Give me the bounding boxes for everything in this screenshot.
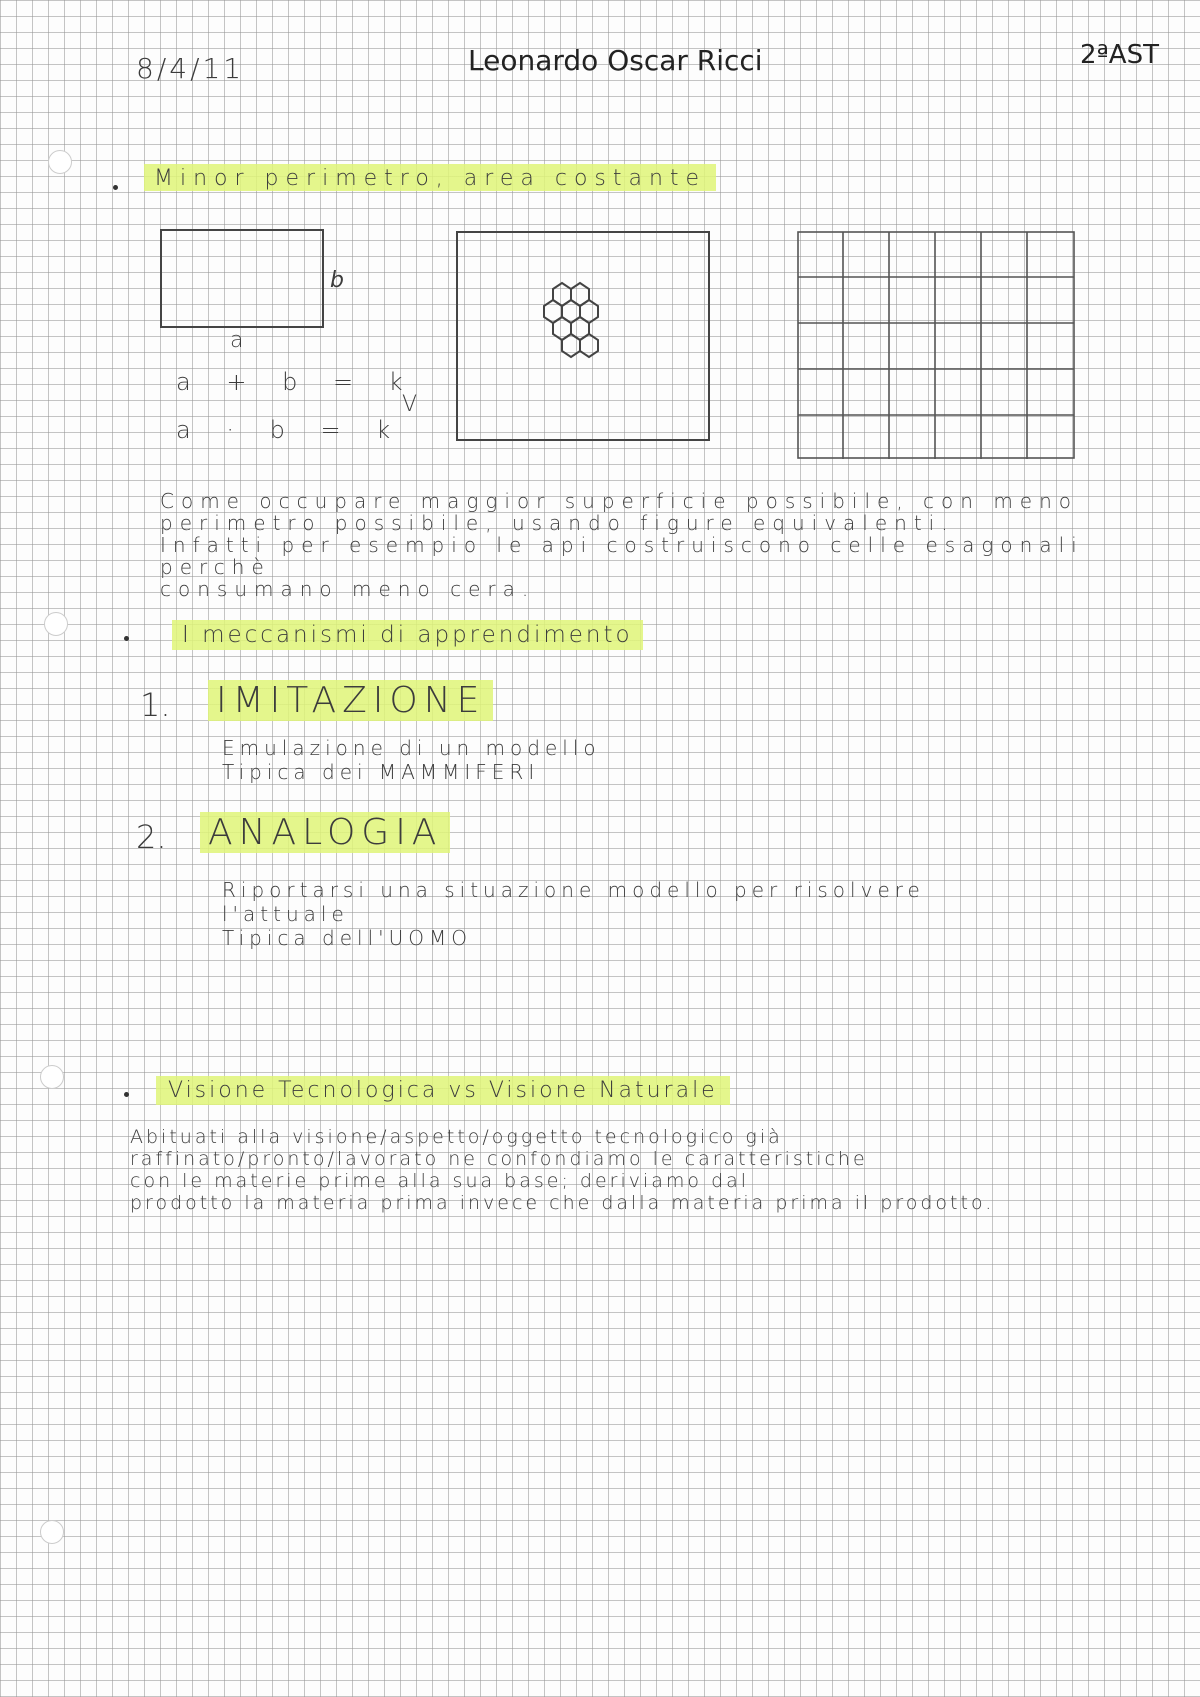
comparison-mark: V <box>402 392 418 417</box>
item-number: 2. <box>136 818 167 856</box>
square-grid-icon <box>797 231 1075 461</box>
text-line: Riportarsi una situazione modello per risolvere <box>222 878 925 902</box>
label-b: b <box>330 268 344 293</box>
hexagon-figure <box>456 231 710 441</box>
section1-paragraph <box>160 490 1180 600</box>
date: 8/4/11 <box>136 52 245 85</box>
item-title: ANALOGIA <box>200 812 450 853</box>
section3-paragraph <box>130 1126 1195 1214</box>
section-heading: I meccanismi di apprendimento <box>172 620 643 650</box>
text-line: consumano meno cera. <box>160 577 536 601</box>
punch-hole <box>48 150 72 174</box>
punch-hole <box>40 1520 64 1544</box>
text-line: Emulazione di un modello <box>222 736 601 760</box>
text-line: raffinato/pronto/lavorato ne confondiamo le caratteristiche <box>130 1148 868 1170</box>
grid-figure <box>797 231 1075 461</box>
text-line: Tipica dell'UOMO <box>222 926 473 950</box>
section-heading: Visione Tecnologica vs Visione Naturale <box>156 1076 730 1105</box>
item-number: 1. <box>140 686 171 724</box>
bullet <box>124 636 129 641</box>
author-name: Leonardo Oscar Ricci <box>468 44 763 77</box>
section-heading: Minor perimetro, area costante <box>144 164 716 191</box>
bullet <box>124 1092 129 1097</box>
text-line: Tipica dei MAMMIFERI <box>222 760 540 784</box>
label-a: a <box>230 328 244 353</box>
bullet <box>113 185 118 190</box>
text-line: Infatti per esempio le api costruiscono celle esagonali perchè <box>160 533 1084 579</box>
text-line: con le materie prime alla sua base; deriviamo dal <box>130 1170 750 1192</box>
equation-product: a · b = k <box>176 416 405 444</box>
punch-hole <box>40 1065 64 1089</box>
text-line: Come occupare maggior superficie possibile, con meno <box>160 489 1079 513</box>
text-line: Abituati alla visione/aspetto/oggetto tecnologico già <box>130 1126 783 1148</box>
item-title: IMITAZIONE <box>208 680 493 721</box>
item-description <box>222 736 601 784</box>
rectangle-figure <box>160 229 324 328</box>
punch-hole <box>44 612 68 636</box>
item-description <box>222 878 925 950</box>
class-label: 2ªAST <box>1080 40 1159 70</box>
text-line: l'attuale <box>222 902 349 926</box>
text-line: perimetro possibile, usando figure equivalenti. <box>160 511 955 535</box>
hexagon-cluster-icon <box>458 233 708 439</box>
equation-sum: a + b = k <box>176 368 417 396</box>
text-line: prodotto la materia prima invece che dalla materia prima il prodotto. <box>130 1192 995 1214</box>
